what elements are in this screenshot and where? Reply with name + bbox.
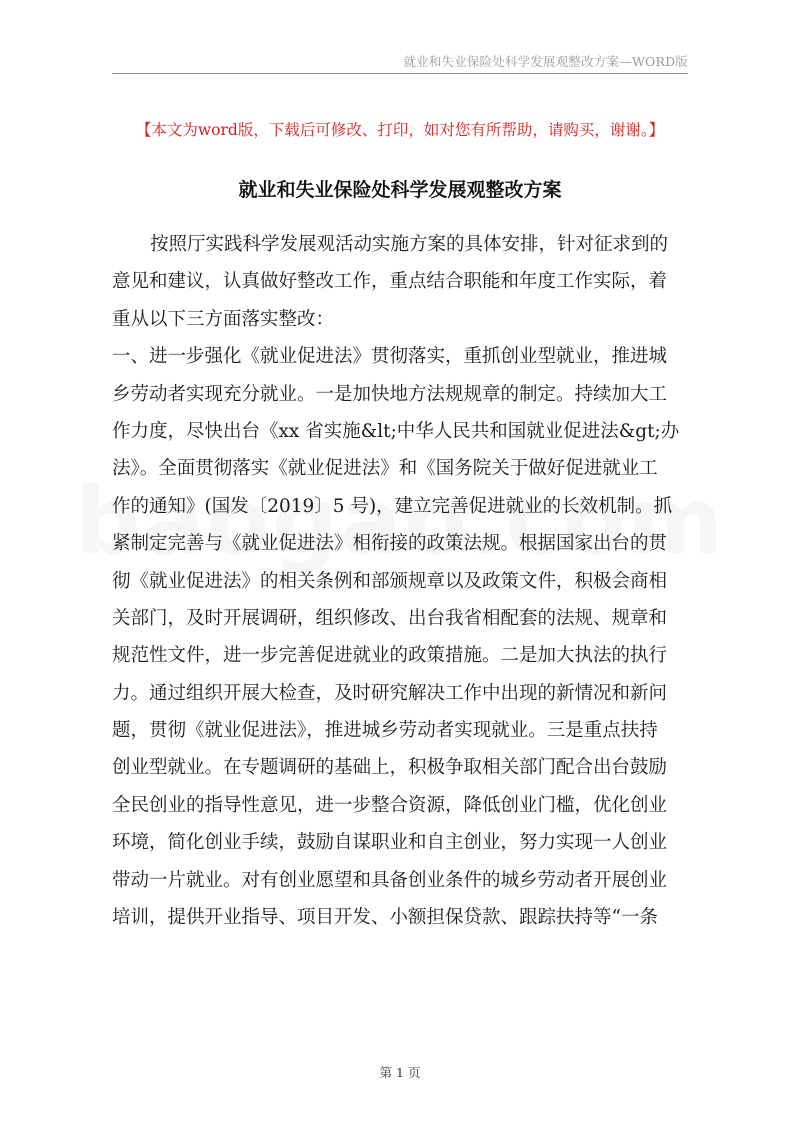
body-line: 紧制定完善与《就业促进法》相衔接的政策法规。根据国家出台的贯 [112, 533, 668, 555]
body-line: 按照厅实践科学发展观活动实施方案的具体安排，针对征求到的 [150, 234, 669, 255]
body-line: 重从以下三方面落实整改： [112, 308, 335, 330]
body-line: 题，贯彻《就业促进法》，推进城乡劳动者实现就业。三是重点扶持 [112, 720, 658, 742]
page-number: 第 1 页 [379, 1065, 421, 1080]
body-line: 环境，简化创业手续，鼓励自谋职业和自主创业，努力实现一人创业 [112, 832, 668, 854]
body-line: 力。通过组织开展大检查，及时研究解决工作中出现的新情况和新问 [112, 682, 668, 704]
page-header-title: 就业和失业保险处科学发展观整改方案—WORD版 [403, 54, 688, 69]
body-line: 关部门，及时开展调研，组织修改、出台我省相配套的法规、规章和 [112, 607, 668, 629]
header-divider [112, 73, 688, 74]
body-line: 彻《就业促进法》的相关条例和部颁规章以及政策文件，积极会商相 [112, 570, 668, 592]
body-line: 带动一片就业。对有创业愿望和具备创业条件的城乡劳动者开展创业 [112, 869, 668, 891]
body-line: 法》。全面贯彻落实《就业促进法》和《国务院关于做好促进就业工 [112, 458, 658, 480]
body-line: 作的通知》(国发〔2019〕5 号)，建立完善促进就业的长效机制。抓 [112, 495, 673, 517]
body-line: 培训，提供开业指导、项目开发、小额担保贷款、跟踪扶持等“一条 [112, 907, 658, 929]
body-line: 作力度，尽快出台《xx 省实施&lt;中华人民共和国就业促进法&gt;办 [112, 420, 680, 442]
document-body [112, 226, 688, 936]
body-line: 规范性文件，进一步完善促进就业的政策措施。二是加大执法的执行 [112, 645, 668, 667]
body-line: 一、进一步强化《就业促进法》贯彻落实，重抓创业型就业，推进城 [112, 346, 668, 368]
body-line: 全民创业的指导性意见，进一步整合资源，降低创业门槛，优化创业 [112, 794, 668, 816]
download-notice: 【本文为word版，下载后可修改、打印，如对您有所帮助，请购买，谢谢。】 [135, 121, 665, 139]
body-line: 意见和建议，认真做好整改工作，重点结合职能和年度工作实际，着 [112, 271, 668, 293]
document-title: 就业和失业保险处科学发展观整改方案 [238, 179, 562, 201]
body-line: 乡劳动者实现充分就业。一是加快地方法规规章的制定。持续加大工 [112, 383, 668, 405]
body-line: 创业型就业。在专题调研的基础上，积极争取相关部门配合出台鼓励 [112, 757, 668, 779]
